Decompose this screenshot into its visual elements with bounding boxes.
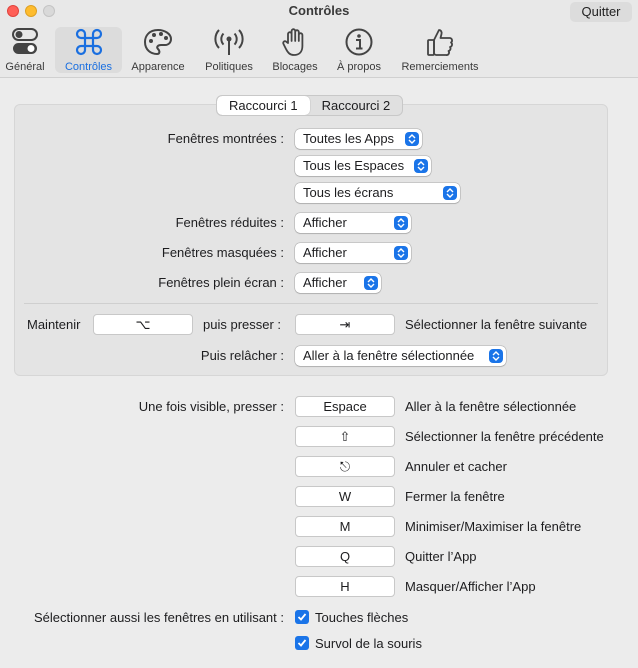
key-field-w[interactable]: W bbox=[295, 486, 395, 507]
next-window-label: Sélectionner la fenêtre suivante bbox=[405, 317, 588, 332]
command-icon bbox=[75, 27, 103, 57]
checkmark-icon bbox=[297, 612, 307, 622]
tab-label: À propos bbox=[336, 61, 382, 73]
hidden-popup[interactable] bbox=[295, 243, 411, 263]
action-description: Quitter l’App bbox=[405, 549, 477, 564]
hidden-popup-value: Afficher bbox=[303, 245, 347, 260]
chevron-updown-icon bbox=[443, 186, 457, 200]
tab-label: Contrôles bbox=[64, 61, 113, 73]
checkmark-icon bbox=[297, 638, 307, 648]
window-title: Contrôles bbox=[288, 3, 350, 18]
release-label: Puis relâcher : bbox=[200, 348, 284, 363]
action-description: Aller à la fenêtre sélectionnée bbox=[405, 399, 577, 414]
key-field-shift[interactable]: ⇧ bbox=[295, 426, 395, 447]
minimized-popup-value: Afficher bbox=[303, 215, 347, 230]
hold-key-field[interactable]: ⌥ bbox=[93, 314, 193, 335]
hidden-windows-label: Fenêtres masquées : bbox=[161, 245, 284, 260]
toolbar bbox=[0, 0, 638, 78]
tab-label: Apparence bbox=[131, 61, 185, 73]
also-select-label: Sélectionner aussi les fenêtres en utilisant : bbox=[33, 610, 284, 625]
toggles-icon bbox=[12, 27, 38, 57]
chevron-updown-icon bbox=[394, 246, 408, 260]
fullscreen-windows-label: Fenêtres plein écran : bbox=[158, 275, 284, 290]
segment-raccourci-1[interactable]: Raccourci 1 bbox=[217, 96, 310, 115]
action-description: Annuler et cacher bbox=[405, 459, 507, 474]
tab-politiques[interactable] bbox=[200, 27, 258, 73]
segment-raccourci-2[interactable]: Raccourci 2 bbox=[321, 98, 391, 113]
arrow-keys-checkbox[interactable] bbox=[295, 610, 309, 624]
tab-label: Remerciements bbox=[401, 61, 479, 73]
broadcast-icon bbox=[214, 27, 244, 57]
minimized-windows-label: Fenêtres réduites : bbox=[175, 215, 284, 230]
hand-icon bbox=[282, 27, 308, 57]
fullscreen-popup[interactable] bbox=[295, 273, 381, 293]
group-divider bbox=[24, 303, 598, 304]
key-field-h[interactable]: H bbox=[295, 576, 395, 597]
chevron-updown-icon bbox=[489, 349, 503, 363]
key-field-escape[interactable]: ⎋ bbox=[295, 456, 395, 477]
tab-a-propos[interactable] bbox=[333, 27, 385, 73]
once-visible-label: Une fois visible, presser : bbox=[138, 399, 284, 414]
action-description: Sélectionner la fenêtre précédente bbox=[405, 429, 604, 444]
palette-icon bbox=[143, 27, 173, 57]
chevron-updown-icon bbox=[364, 276, 378, 290]
hold-label: Maintenir bbox=[27, 317, 81, 332]
info-icon bbox=[345, 27, 373, 57]
mouse-hover-label[interactable]: Survol de la souris bbox=[315, 636, 422, 651]
apps-popup[interactable] bbox=[295, 129, 422, 149]
key-field-q[interactable]: Q bbox=[295, 546, 395, 567]
tab-remerciements[interactable] bbox=[397, 27, 483, 73]
then-press-label: puis presser : bbox=[203, 317, 282, 332]
chevron-updown-icon bbox=[405, 132, 419, 146]
tab-apparence[interactable] bbox=[128, 27, 188, 73]
spaces-popup-value: Tous les Espaces bbox=[303, 158, 405, 173]
apps-popup-value: Toutes les Apps bbox=[303, 131, 395, 146]
action-description: Masquer/Afficher l’App bbox=[405, 579, 536, 594]
key-field-espace[interactable]: Espace bbox=[295, 396, 395, 417]
tab-label: Politiques bbox=[205, 61, 253, 73]
tab-label: Blocages bbox=[272, 61, 318, 73]
chevron-updown-icon bbox=[414, 159, 428, 173]
action-description: Fermer la fenêtre bbox=[405, 489, 505, 504]
thumbs-up-icon bbox=[425, 27, 455, 57]
arrow-keys-label[interactable]: Touches flèches bbox=[315, 610, 409, 625]
shown-windows-label: Fenêtres montrées : bbox=[167, 131, 284, 146]
quit-button[interactable]: Quitter bbox=[570, 2, 632, 22]
chevron-updown-icon bbox=[394, 216, 408, 230]
screens-popup-value: Tous les écrans bbox=[303, 185, 394, 200]
release-popup-value: Aller à la fenêtre sélectionnée bbox=[303, 348, 475, 363]
release-popup[interactable] bbox=[295, 346, 506, 366]
mouse-hover-checkbox[interactable] bbox=[295, 636, 309, 650]
fullscreen-popup-value: Afficher bbox=[303, 275, 347, 290]
minimized-popup[interactable] bbox=[295, 213, 411, 233]
key-field-m[interactable]: M bbox=[295, 516, 395, 537]
screens-popup[interactable] bbox=[295, 183, 460, 203]
then-press-key-field[interactable]: ⇥ bbox=[295, 314, 395, 335]
tab-blocages[interactable] bbox=[268, 27, 322, 73]
shortcut-segmented-control bbox=[216, 95, 403, 116]
spaces-popup[interactable] bbox=[295, 156, 431, 176]
tab-label: Général bbox=[5, 61, 45, 73]
tab-general[interactable] bbox=[2, 27, 48, 73]
action-description: Minimiser/Maximiser la fenêtre bbox=[405, 519, 582, 534]
tab-controles[interactable] bbox=[55, 27, 122, 73]
